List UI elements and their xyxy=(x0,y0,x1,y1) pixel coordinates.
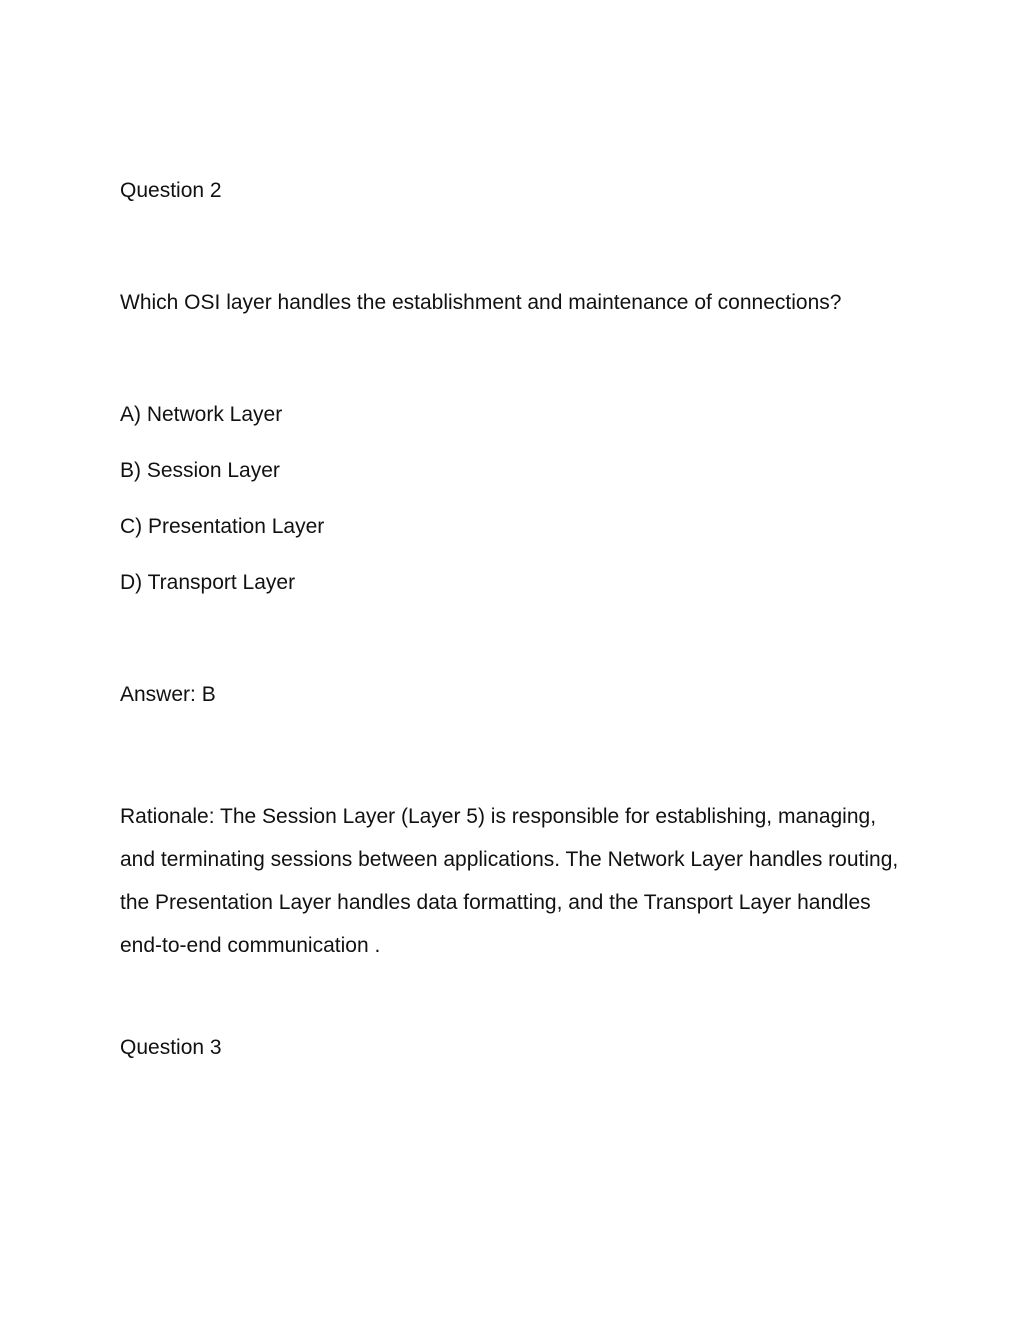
question-3-heading: Question 3 xyxy=(120,1036,222,1059)
option-a: A) Network Layer xyxy=(120,403,283,426)
option-b: B) Session Layer xyxy=(120,459,280,482)
question-2-prompt: Which OSI layer handles the establishment and maintenance of connections? xyxy=(120,291,842,314)
option-d: D) Transport Layer xyxy=(120,571,296,594)
answer-line: Answer: B xyxy=(120,683,216,706)
question-2-heading: Question 2 xyxy=(120,179,222,202)
rationale-paragraph: Rationale: The Session Layer (Layer 5) is responsible for establishing, managing, and terminating sessions between applications. The Network Layer handles routing, the Presentation Layer handles data formatting, and the Transport Layer handles end-to-end communication . xyxy=(120,805,899,957)
option-c: C) Presentation Layer xyxy=(120,515,325,538)
